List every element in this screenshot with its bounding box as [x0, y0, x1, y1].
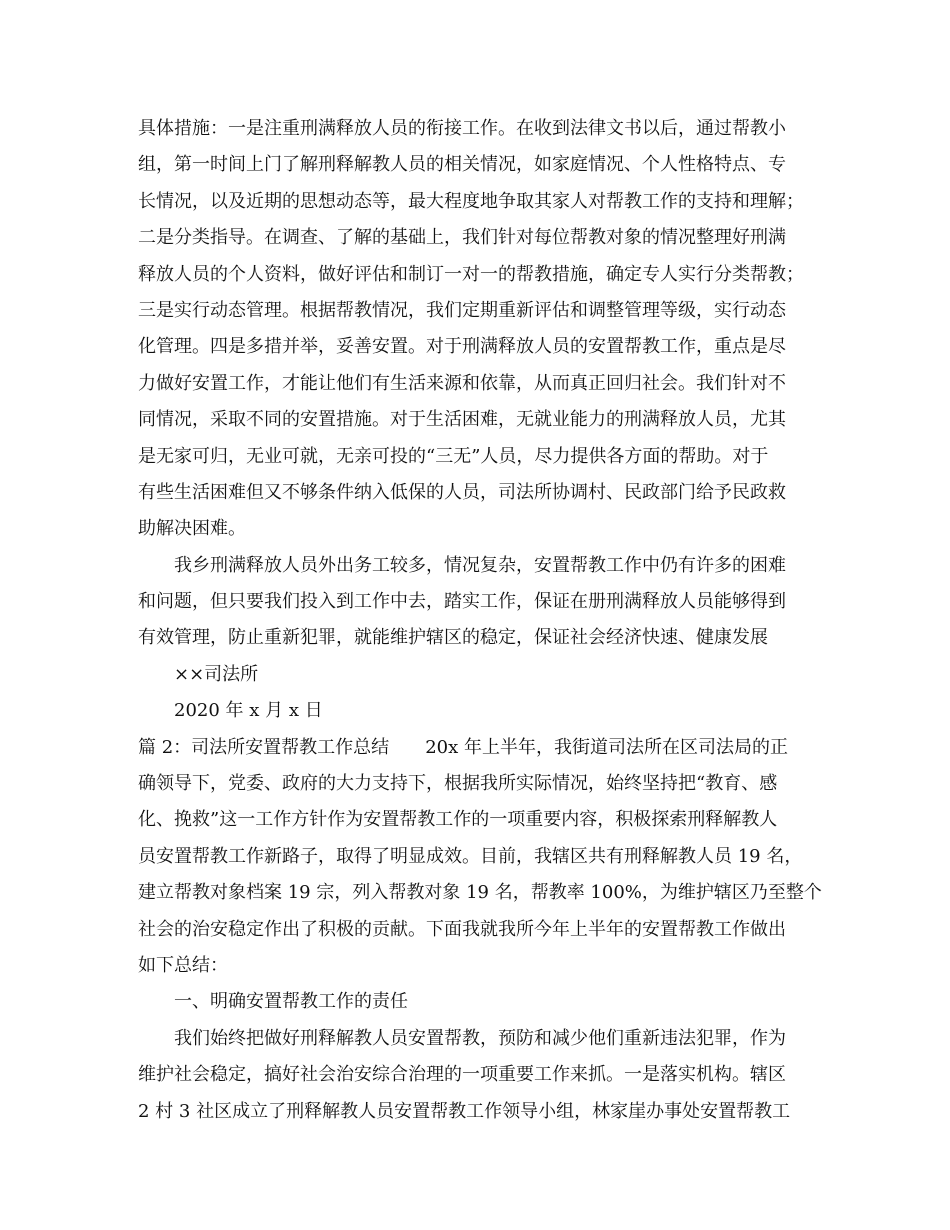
section-title: 篇 2：司法所安置帮教工作总结	[138, 736, 390, 758]
text-line: 化、挽救”这一工作方针作为安置帮教工作的一项重要内容，积极探索刑释解教人	[138, 809, 778, 831]
text-line: 我乡刑满释放人员外出务工较多，情况复杂，安置帮教工作中仍有许多的困难	[174, 554, 786, 576]
text-line: 2 村 3 社区成立了刑释解教人员安置帮教工作领导小组，林家崖办事处安置帮教工	[138, 1100, 791, 1122]
text-line: 维护社会稳定，搞好社会治安综合治理的一项重要工作来抓。一是落实机构。辖区	[138, 1064, 786, 1086]
text-line: 和问题，但只要我们投入到工作中去，踏实工作，保证在册刑满释放人员能够得到	[138, 591, 786, 613]
text-line: 长情况，以及近期的思想动态等，最大程度地争取其家人对帮教工作的支持和理解；	[138, 190, 804, 212]
text-line: 确领导下，党委、政府的大力支持下，根据我所实际情况，始终坚持把“教育、感	[138, 773, 778, 795]
text-line: 释放人员的个人资料，做好评估和制订一对一的帮教措施，确定专人实行分类帮教；	[138, 263, 804, 285]
text-line: 二是分类指导。在调查、了解的基础上，我们针对每位帮教对象的情况整理好刑满	[138, 227, 786, 249]
text-line: 有效管理，防止重新犯罪，就能维护辖区的稳定，保证社会经济快速、健康发展	[138, 627, 768, 649]
text-line: 有些生活困难但又不够条件纳入低保的人员，司法所协调村、民政部门给予民政救	[138, 481, 786, 503]
signature-date: 2020 年 x 月 x 日	[174, 700, 323, 722]
text-line: 员安置帮教工作新路子，取得了明显成效。目前，我辖区共有刑释解教人员 19 名，	[138, 845, 803, 867]
text-line: 力做好安置工作，才能让他们有生活来源和依靠，从而真正回归社会。我们针对不	[138, 372, 786, 394]
section-heading-line	[138, 730, 828, 766]
text-line: 社会的治安稳定作出了积极的贡献。下面我就我所今年上半年的安置帮教工作做出	[138, 918, 786, 940]
text-line: 同情况，采取不同的安置措施。对于生活困难，无就业能力的刑满释放人员，尤其	[138, 409, 786, 431]
text-line: 化管理。四是多措并举，妥善安置。对于刑满释放人员的安置帮教工作，重点是尽	[138, 336, 786, 358]
text-line: 建立帮教对象档案 19 宗，列入帮教对象 19 名，帮教率 100%，为维护辖区乃至整个	[138, 882, 822, 904]
signature-org: ××司法所	[174, 663, 259, 685]
text-line: 组，第一时间上门了解刑释解教人员的相关情况，如家庭情况、个人性格特点、专	[138, 154, 786, 176]
text-line: 如下总结：	[138, 954, 228, 976]
subheading: 一、明确安置帮教工作的责任	[174, 991, 408, 1013]
text-line: 我们始终把做好刑释解教人员安置帮教，预防和减少他们重新违法犯罪，作为	[174, 1027, 786, 1049]
text-line: 具体措施：一是注重刑满释放人员的衔接工作。在收到法律文书以后，通过帮教小	[138, 118, 786, 139]
text-line: 助解决困难。	[138, 518, 246, 540]
document-body	[138, 111, 828, 1130]
text-line: 三是实行动态管理。根据帮教情况，我们定期重新评估和调整管理等级，实行动态	[138, 299, 786, 321]
text-line: 是无家可归，无业可就，无亲可投的“三无”人员，尽力提供各方面的帮助。对于	[138, 445, 769, 467]
section-intro: 20x 年上半年，我街道司法所在区司法局的正	[425, 736, 788, 758]
